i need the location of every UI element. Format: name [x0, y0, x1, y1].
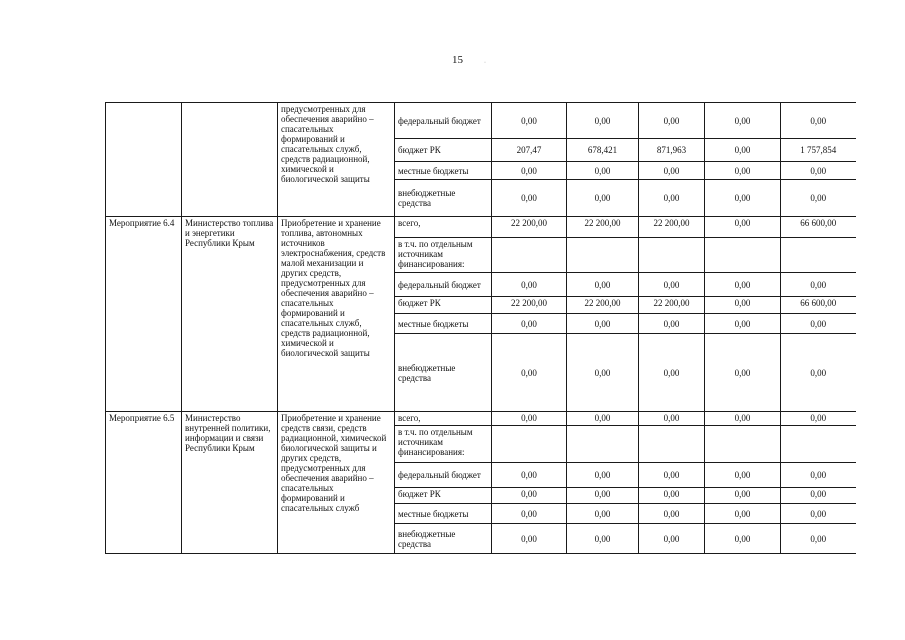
source-cell: местные бюджеты [395, 314, 492, 334]
value-cell: 871,963 [639, 139, 705, 162]
budget-table [105, 102, 856, 554]
value-cell: 0,00 [639, 162, 705, 180]
description-cell: Приобретение и хранение топлива, автономных источников электроснабжения, средств малой механизации и других средств, предусмотренных для обеспечения аварийно – спасательных формирований и спасательных служб, средств радиационной, химической и биологической защиты [278, 217, 395, 412]
value-cell: 22 200,00 [639, 297, 705, 314]
value-cell: 0,00 [492, 103, 567, 139]
executor-cell: Министерство внутренней политики, информации и связи Республики Крым [182, 412, 278, 554]
value-cell: 0,00 [567, 334, 639, 412]
total-cell: 66 600,00 [781, 297, 856, 314]
value-cell: 0,00 [567, 180, 639, 217]
value-cell: 22 200,00 [492, 297, 567, 314]
total-cell: 0,00 [781, 180, 856, 217]
total-cell: 0,00 [781, 412, 856, 426]
total-cell: 0,00 [781, 103, 856, 139]
source-cell: федеральный бюджет [395, 103, 492, 139]
total-cell: 0,00 [781, 314, 856, 334]
value-cell [639, 238, 705, 273]
source-cell: местные бюджеты [395, 162, 492, 180]
source-cell: внебюджетные средства [395, 334, 492, 412]
total-cell: 0,00 [781, 334, 856, 412]
value-cell: 0,00 [639, 314, 705, 334]
value-cell [492, 238, 567, 273]
value-cell: 0,00 [705, 524, 781, 554]
value-cell: 0,00 [492, 463, 567, 488]
value-cell: 0,00 [492, 334, 567, 412]
value-cell: 0,00 [639, 524, 705, 554]
value-cell: 0,00 [639, 334, 705, 412]
table-row [106, 412, 856, 426]
value-cell: 0,00 [639, 412, 705, 426]
value-cell: 0,00 [567, 273, 639, 297]
value-cell: 207,47 [492, 139, 567, 162]
value-cell: 0,00 [567, 463, 639, 488]
value-cell: 22 200,00 [567, 217, 639, 238]
value-cell: 0,00 [705, 314, 781, 334]
source-cell: бюджет РК [395, 488, 492, 504]
total-cell: 0,00 [781, 504, 856, 524]
value-cell: 0,00 [492, 504, 567, 524]
value-cell: 0,00 [705, 334, 781, 412]
value-cell [567, 426, 639, 463]
total-cell [781, 238, 856, 273]
total-cell: 0,00 [781, 162, 856, 180]
measure-name-cell [106, 103, 182, 217]
description-cell: предусмотренных для обеспечения аварийно – спасательных формирований и спасательных служб, средств радиационной, химической и биологической защиты [278, 103, 395, 217]
value-cell: 0,00 [567, 103, 639, 139]
page-number: 15 [452, 54, 463, 66]
value-cell: 0,00 [492, 524, 567, 554]
source-cell: местные бюджеты [395, 504, 492, 524]
value-cell: 0,00 [639, 180, 705, 217]
value-cell: 0,00 [705, 463, 781, 488]
value-cell: 0,00 [705, 180, 781, 217]
value-cell [492, 426, 567, 463]
value-cell: 0,00 [639, 488, 705, 504]
value-cell: 0,00 [567, 488, 639, 504]
value-cell: 0,00 [705, 139, 781, 162]
value-cell: 0,00 [639, 103, 705, 139]
value-cell: 0,00 [639, 463, 705, 488]
value-cell: 0,00 [705, 273, 781, 297]
executor-cell [182, 103, 278, 217]
table-row [106, 103, 856, 139]
value-cell: 0,00 [567, 314, 639, 334]
total-cell: 66 600,00 [781, 217, 856, 238]
total-cell: 1 757,854 [781, 139, 856, 162]
source-cell: федеральный бюджет [395, 273, 492, 297]
value-cell: 0,00 [639, 273, 705, 297]
total-cell: 0,00 [781, 463, 856, 488]
value-cell: 678,421 [567, 139, 639, 162]
value-cell: 0,00 [492, 488, 567, 504]
measure-name-cell: Мероприятие 6.4 [106, 217, 182, 412]
value-cell: 0,00 [705, 297, 781, 314]
value-cell: 22 200,00 [567, 297, 639, 314]
source-cell: всего, [395, 217, 492, 238]
value-cell: 0,00 [567, 524, 639, 554]
value-cell: 0,00 [705, 162, 781, 180]
value-cell: 0,00 [492, 273, 567, 297]
value-cell [567, 238, 639, 273]
source-cell: федеральный бюджет [395, 463, 492, 488]
source-cell: всего, [395, 412, 492, 426]
total-cell: 0,00 [781, 273, 856, 297]
source-cell: бюджет РК [395, 297, 492, 314]
value-cell: 0,00 [639, 504, 705, 524]
source-cell: в т.ч. по отдельным источникам финансирования: [395, 426, 492, 463]
value-cell: 0,00 [492, 314, 567, 334]
value-cell [705, 238, 781, 273]
source-cell: в т.ч. по отдельным источникам финансирования: [395, 238, 492, 273]
value-cell: 0,00 [492, 162, 567, 180]
source-cell: внебюджетные средства [395, 524, 492, 554]
table-row [106, 217, 856, 238]
total-cell: 0,00 [781, 488, 856, 504]
value-cell: 0,00 [567, 504, 639, 524]
value-cell: 0,00 [567, 162, 639, 180]
value-cell: 0,00 [705, 488, 781, 504]
value-cell: 0,00 [492, 180, 567, 217]
value-cell: 0,00 [705, 504, 781, 524]
value-cell: 22 200,00 [492, 217, 567, 238]
value-cell [705, 426, 781, 463]
scan-mark: · [484, 60, 486, 66]
description-cell: Приобретение и хранение средств связи, средств радиационной, химической биологической защиты и других средств, предусмотренных для обеспечения аварийно – спасательных формирований и спасательных служб [278, 412, 395, 554]
total-cell: 0,00 [781, 524, 856, 554]
value-cell: 0,00 [492, 412, 567, 426]
executor-cell: Министерство топлива и энергетики Республики Крым [182, 217, 278, 412]
value-cell [639, 426, 705, 463]
total-cell [781, 426, 856, 463]
value-cell: 0,00 [705, 103, 781, 139]
measure-name-cell: Мероприятие 6.5 [106, 412, 182, 554]
value-cell: 22 200,00 [639, 217, 705, 238]
source-cell: внебюджетные средства [395, 180, 492, 217]
value-cell: 0,00 [705, 412, 781, 426]
value-cell: 0,00 [567, 412, 639, 426]
value-cell: 0,00 [705, 217, 781, 238]
source-cell: бюджет РК [395, 139, 492, 162]
